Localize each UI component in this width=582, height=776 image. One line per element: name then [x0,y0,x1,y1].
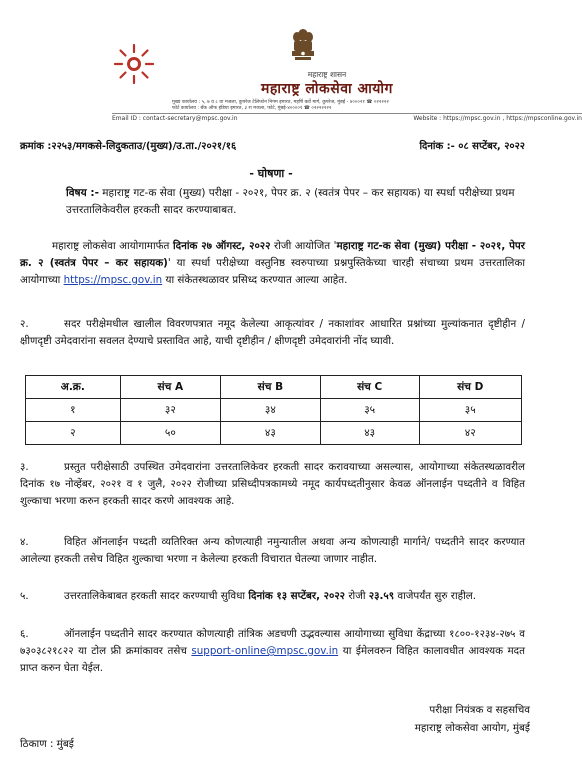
para6-text-b: या ईमेलवरुन विहित कालावधीत आवश्यक मदत प्राप्त करुन घेता येईल. [20,645,525,674]
para2-text: सदर परीक्षेमधील खालील विवरणपत्रात नमूद केलेल्या आकृत्यांवर / नकाशांवर आधारित प्रश्नांच्या मुल्यांकनात दृष्टीहीन / क्षीणदृष्टी उमेदवारांना सवलत देण्याचे प्रस्तावित आहे, याची दृष्टीहीन / क्षीणदृष्टी उमेदवारांनी नोंद घ्यावी. [20,318,525,347]
subject-text: महाराष्ट्र गट-क सेवा (मुख्य) परीक्षा - २०२१, पेपर क्र. २ (स्वतंत्र पेपर – कर सहायक) या स्पर्धा परीक्षेच्या प्रथम उत्तरतालिकेवरील हरकती सादर करण्याबाबत. [66,187,515,216]
table-cell: १ [26,399,121,422]
para5-text-a: उत्तरतालिकेबाबत हरकती सादर करण्याची सुविधा [64,590,249,602]
signatory-office: महाराष्ट्र लोकसेवा आयोग, मुंबई [414,722,530,734]
paragraph-1 [20,238,525,289]
para1-text-a: महाराष्ट्र लोकसेवा आयोगामार्फत [52,240,173,252]
notice-title: - घोषणा - [249,167,293,180]
table-header-row [26,376,522,399]
col-header-set-d: संच D [419,376,522,399]
paragraph-2 [20,316,525,350]
paragraph-3 [20,459,525,510]
table-cell: ३४ [220,399,320,422]
col-header-sr: अ.क्र. [26,376,121,399]
letterhead-address [172,100,532,112]
para5-text-c: वाजेपर्यंत सुरु राहील. [394,590,477,602]
paragraph-4 [20,534,525,568]
signature-block [340,701,530,737]
letterhead-subtitle: महाराष्ट्र शासन [307,70,347,79]
reference-line [20,138,525,154]
table-cell: ४३ [320,422,419,445]
para3-text: प्रस्तुत परीक्षेसाठी उपस्थित उमेदवारांना उत्तरतालिकेवर हरकती सादर करावयाच्या असल्यास, आयोगाच्या संकेतस्थळावरील दिनांक १७ नोव्हेंबर, २०२१ व १ जुलै, २०२२ रोजीच्या प्रसिध्दीपत्रकामध्ये नमूद कार्यपध्दतीनुसार केवळ ऑनलाईन पध्दतीने व विहित शुल्काचा भरणा करुन हरकती सादर करणे आवश्यक आहे. [20,461,525,507]
para3-number: ३. [20,461,29,473]
reference-date: दिनांक :- ०८ सप्टेंबर, २०२२ [419,141,525,152]
para5-text-b: रोजी [345,590,369,602]
mpsc-website-link[interactable]: https://mpsc.gov.in [63,274,163,286]
paragraph-5 [20,588,525,605]
table-row [26,422,522,445]
table-cell: ३५ [419,399,522,422]
para2-number: २. [20,318,29,330]
para1-exam-date: दिनांक २७ ऑगस्ट, २०२२ [172,240,271,252]
letterhead [52,12,582,122]
subject [66,185,526,219]
table-cell: २ [26,422,121,445]
para4-number: ४. [20,536,29,548]
question-table [25,375,522,445]
para1-text-b: रोजी आयोजित ' [270,240,337,252]
table-cell: ४२ [419,422,522,445]
col-header-set-a: संच A [120,376,220,399]
subject-label: विषय :- [66,187,99,199]
address-line-main: मुख्य कार्यालय : ५, ७ व ८ वा मजला, कुपरेज टेलिफोन निगम इमारत, महर्षि कर्वे मार्ग, कुपरेज, मुंबई - ४०००२१ ☎ ०२२२२२ [172,100,389,105]
contact-email: Email ID : contact-secretary@mpsc.gov.in [112,115,238,122]
reference-number: क्रमांक :२२५३/मगकसे-लिदुकताउ/(मुख्य)/उ.ता./२०२१/१६ [20,141,237,152]
letterhead-divider [112,113,582,114]
address-line-fort: फोर्ट कार्यालय : बँक ऑफ इंडिया इमारत, ३ रा मजला, फोर्ट, मुंबई-४००००१ ☎ ०२२२२२२२ [172,106,332,111]
contact-website: Website : https://mpsc.gov.in , https://mpsconline.gov.in [413,115,582,122]
para6-text-a: ऑनलाईन पध्दतीने सादर करण्यात कोणत्याही तांत्रिक अडचणी उद्भवल्यास आयोगाच्या सुविधा केंद्राच्या १८००-१२३४-२७५ व ७३०३८२१८२२ या टोल फ्री क्रमांकावर तसेच [20,628,525,657]
col-header-set-b: संच B [220,376,320,399]
para5-deadline-date: दिनांक १३ सप्टेंबर, २०२२ [248,590,346,602]
signatory-designation: परीक्षा नियंत्रक व सहसचिव [429,704,530,716]
para1-text-c: ' या स्पर्धा परीक्षेच्या वस्तुनिष्ठ स्वरुपाच्या प्रश्नपुस्तिकेच्या चारही संचाच्या प्रथम उत्तरतालिका आयोगाच्या [20,257,525,286]
paragraph-6 [20,626,525,677]
table-cell: ४३ [220,422,320,445]
table-cell: ३५ [320,399,419,422]
col-header-set-c: संच C [320,376,419,399]
para4-text: विहित ऑनलाईन पध्दती व्यतिरिक्त अन्य कोणत्याही नमुन्यातील अथवा अन्य कोणत्याही मार्गाने/ पध्दतीने सादर करण्यात आलेल्या हरकती तसेच विहित शुल्काचा भरणा न केलेल्या हरकती विचारात घेतल्या जाणार नाहीत. [20,536,525,565]
table-cell: ५० [120,422,220,445]
para1-exam-name: महाराष्ट्र गट-क सेवा (मुख्य) परीक्षा - २०२१, पेपर क्र. २ (स्वतंत्र पेपर – कर सहायक) [20,240,525,269]
para5-deadline-time: २३.५९ [368,590,395,602]
support-email-link[interactable]: support-online@mpsc.gov.in [191,645,339,657]
national-emblem-icon [289,26,317,66]
mpsc-logo-icon [112,42,156,86]
place: ठिकाण : मुंबई [20,738,74,750]
table-row [26,399,522,422]
letterhead-title: महाराष्ट्र लोकसेवा आयोग [261,81,393,97]
table-cell: ३२ [120,399,220,422]
para1-text-d: या संकेतस्थळावर प्रसिध्द करण्यात आल्या आहेत. [162,274,348,286]
letterhead-contact [112,115,582,122]
para6-number: ६. [20,628,29,640]
para5-number: ५. [20,590,29,602]
